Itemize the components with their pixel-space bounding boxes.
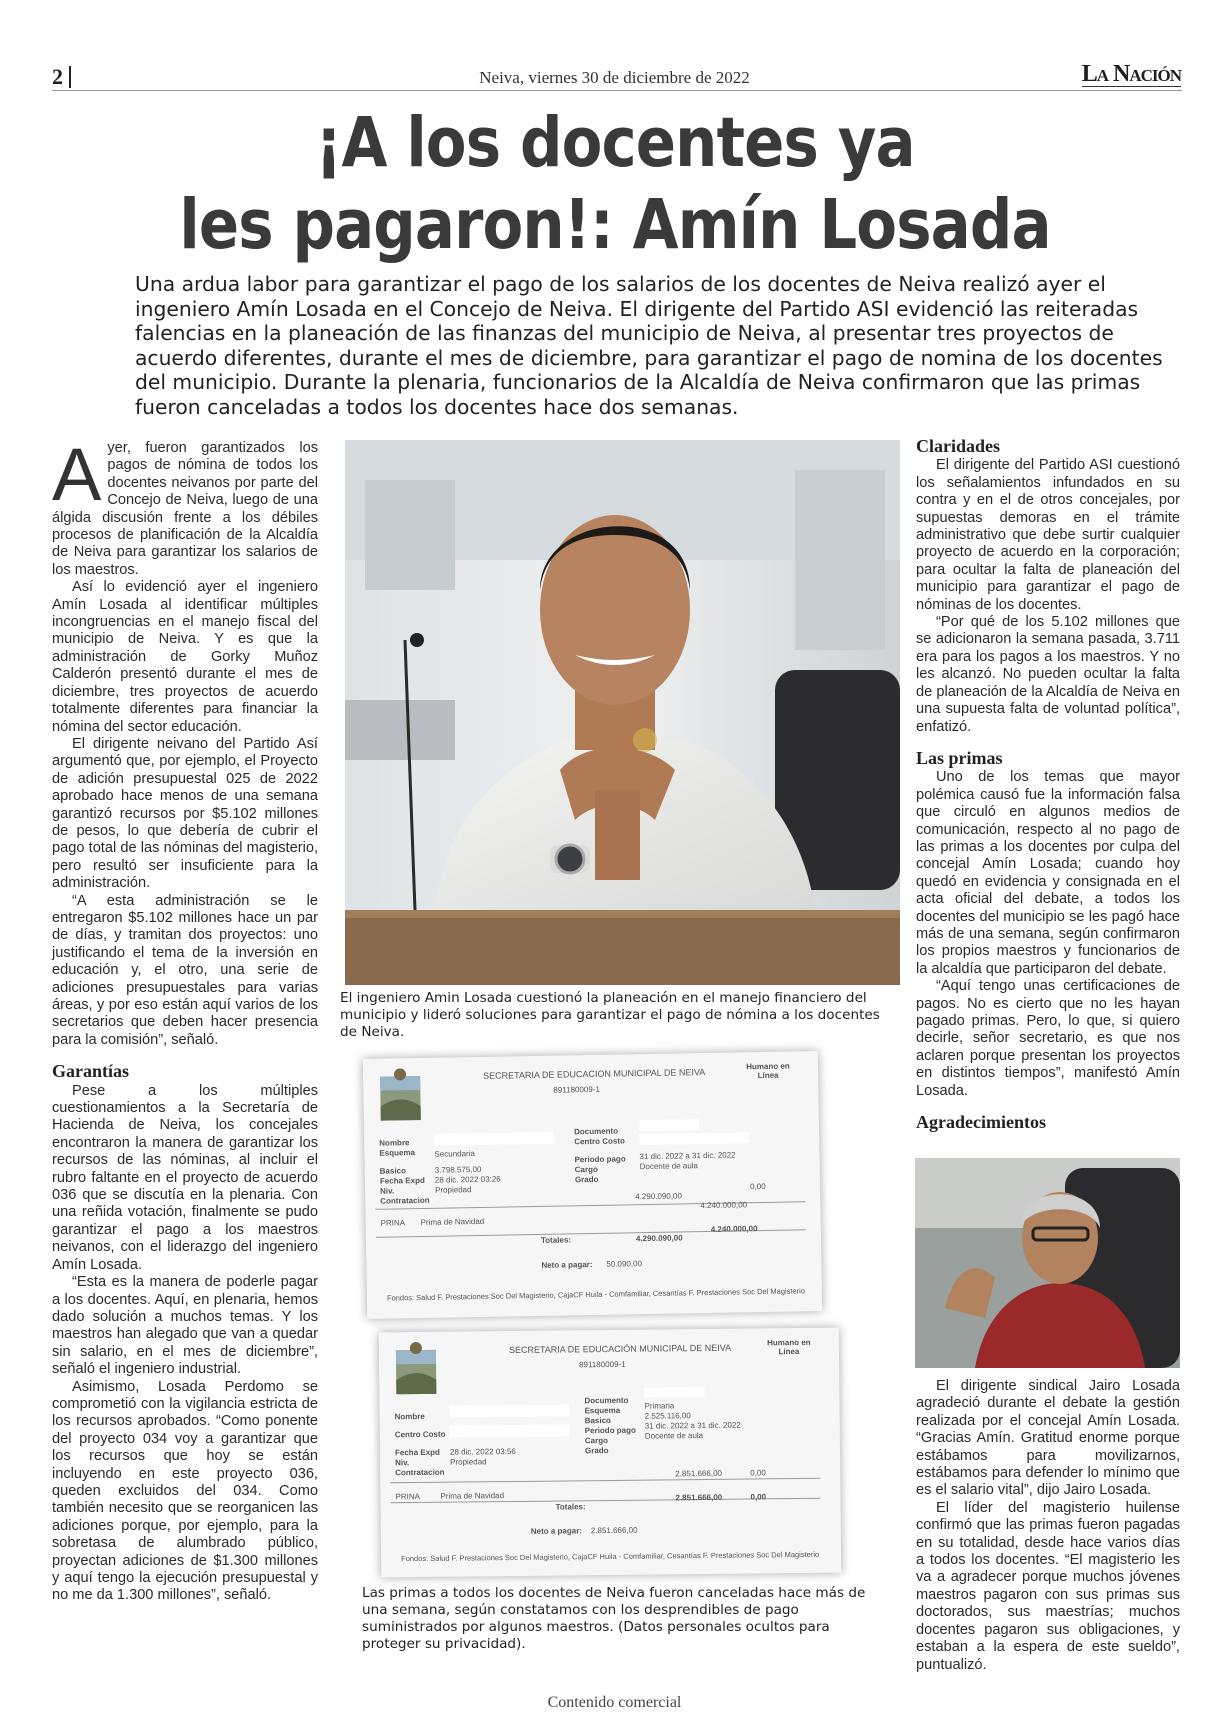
paragraph-4: “A esta administración se le entregaron $5.102 millones hace un par de días, y tramitan dos proyectos: uno justificando el tema de la inversión en educación y, el otro, una serie de adiciones presupuestales para varias áreas, y por eso están aquí varios de los secretarios que deben hacer presencia para la comisión”, señaló. (52, 892, 318, 1048)
subheading-garantias: Garantías (52, 1061, 130, 1082)
crest-icon (377, 1068, 424, 1125)
headline-line-2: les pagaron!: Amín Losada (179, 185, 1051, 265)
subheading-las-primas: Las primas (916, 747, 1003, 768)
footer-label: Contenido comercial (547, 1694, 682, 1711)
lead-paragraph: Una ardua labor para garantizar el pago de los salarios de los docentes de Neiva realizó ayer el ingeniero Amín Losada en el Concejo de Neiva. El dirigente del Partido ASI evidenció las reiteradas falencias en la planeación de las finanzas del municipio de Neiva, al presentar tres proyectos de acuerdo diferentes, durante el mes de diciembre, para garantizar el pago de nomina de los docentes del municipio. Durante la plenaria, funcionarios de la Alcaldía de Neiva confirmaron que las primas fueron canceladas a todos los docentes hace dos semanas. (135, 272, 1163, 419)
article-column-left (52, 433, 318, 1605)
paragraph-c5: El dirigente sindical Jairo Losada agradeció durante el debate la gestión realizada por el concejal Amín Losada. “Gracias Amín. Gratitud enorme porque estábamos para movilizarnos, estábamos para defender lo mínimo que es el salario vital”, dijo Jairo Losada. (916, 1378, 1180, 1499)
payslip-document-2: SECRETARIA DE EDUCACIÓN MUNICIPAL DE NEIVA 891180009-1 Humano en Línea Nombre Centro Costo Fecha Expd Niv. Contratacion 28 dic. 2022 03:56 Propiedad Documento Esquema Basico Periodo pago Cargo Grado Primaria 2.525.116,00 31 dic. 2022 a 31 dic. 2022 Docente de aula 2.851.666,00 0,00 PRINA Prima de Navidad Totales: 2.851.666,00 0,00 Neto a pagar: 2.851.666,00 Fondos: Salud F. Prestaciones Soc Del Magisterio, CajaCF Huila - Comfamiliar, Cesantías F. Prestaciones Soc Del Magisterio (379, 1328, 842, 1578)
crest-icon (393, 1342, 440, 1398)
page-number: 2 (52, 66, 71, 88)
masthead-logo: La Nación (1081, 61, 1181, 87)
drop-cap: A (52, 433, 102, 516)
paragraph-7: Asimismo, Losada Perdomo se comprometió con la vigilancia estricta de los recursos aprobados. “Como ponente del proyecto 034 voy a garantizar que los recursos que hoy se están incluyendo en este proyecto 036, queden excluidos del 034. Como también necesito que se reorganicen las adiciones porque, por ejemplo, para la sobretasa de alumbrado público, proyectan adiciones de $1.300 millones y aquí tengo la ejecución presupuestal y no me da 1.300 millones”, señaló. (52, 1378, 318, 1604)
headline (138, 102, 1093, 266)
paragraph-5: Pese a los múltiples cuestionamientos a la Secretaría de Hacienda de Neiva, los concejales encontraron la manera de garantizar los recursos de las nóminas, al incluir el rubro faltante en el proyecto de acuerdo 036 que se discutía en la plenaria. Con una reñida votación, finalmente se pudo garantizar el pago a los maestros neivanos, con el liderazgo del ingeniero Amín Losada. (52, 1082, 318, 1273)
paragraph-c2: “Por qué de los 5.102 millones que se adicionaron la semana pasada, 3.711 era para los pagos a los maestros. Y no les alcanzó. No pueden ocultar la falta de planeación de la Alcaldía de Neiva en una supuesta falta de voluntad política”, enfatizó. (916, 614, 1180, 735)
dateline: Neiva, viernes 30 de diciembre de 2022 (479, 68, 750, 87)
photo-jairo-losada (915, 1158, 1180, 1368)
paragraph-1: Ayer, fueron garantizados los pagos de nómina de todos los docentes neivanos por parte del Concejo de Neiva, luego de una álgida discusión frente a los débiles procesos de planificación de la Alcaldía de Neiva para garantizar los salarios de los maestros. (52, 433, 318, 578)
paragraph-c3: Uno de los temas que mayor polémica causó fue la información falsa que circuló en algunos medios de comunicación, respecto al no pago de las primas a los docentes por culpa del concejal Amín Losada; cuando hoy quedó en evidencia y consignada en el acta oficial del debate, a todos los docentes del municipio se les pagó hace más de una semana, según confirmaron los propios maestros y funcionarios de la alcaldía que participaron del debate. (916, 769, 1180, 977)
paragraph-c1: El dirigente del Partido ASI cuestionó los señalamientos infundados en su contra y en el de otros concejales, por supuestas demoras en el trámite administrativo que debe surtir cualquier proyecto de acuerdo en la corporación; para ocultar la falta de planeación del municipio para garantizar el pago de nóminas de los docentes. (916, 457, 1180, 613)
paragraph-6: “Esta es la manera de poderle pagar a los docentes. Aquí, en plenaria, hemos dado solución a muchos temas. Y los maestros han alegado que van a quedar sin salario, en el mes de diciembre”, señaló el ingeniero industrial. (52, 1274, 318, 1378)
paragraph-2: Así lo evidenció ayer el ingeniero Amín Losada al identificar múltiples incongruencias en el manejo fiscal del municipio de Neiva. Y es que la administración de Gorky Muñoz Calderón presentó durante el mes de diciembre, tres proyectos de acuerdo totalmente diferentes para financiar la nómina del sector educación. (52, 579, 318, 735)
header-rule (52, 90, 1182, 91)
main-photo-amin-losada (345, 440, 900, 985)
article-column-right (916, 438, 1180, 1133)
payslip-document-1: SECRETARIA DE EDUCACION MUNICIPAL DE NEIVA 891180009-1 Humano en Línea Nombre Esquema Basico Fecha Expd Niv. Contratacion Secundaria 3.798.575,00 28 dic. 2022 03:26 Propiedad Documento Centro Costo Periodo pago Cargo Grado 31 dic. 2022 a 31 dic. 2022 Docente de aula 4.290.090,00 0,00 4.240.000,00 PRINA Prima de Navidad Totales: 4.290.090,00 4.240.000,00 Neto a pagar: 50.090,00 Fondos: Salud F. Prestaciones Soc Del Magisterio, CajaCF Huila - Comfamiliar, Cesantías F. Prestaciones Soc Del Magisterio (363, 1051, 822, 1319)
subheading-claridades: Claridades (916, 436, 1001, 456)
subheading-agradecimientos: Agradecimientos (916, 1112, 1046, 1133)
headline-line-1: ¡A los docentes ya (315, 103, 915, 183)
paragraph-c4: “Aquí tengo unas certificaciones de pagos. No es cierto que no les hayan pagado primas. Pero, lo que, si quiero decirle, señor secretario, es que nos aclaren porque presentan los proyectos en distintos tiempos”, manifestó Amín Losada. (916, 978, 1180, 1099)
paragraph-c6: El líder del magisterio huilense confirmó que las primas fueron pagadas en su totalidad, desde hace varios días a todos los docentes. “El magisterio les va a agradecer porque muchos jóvenes maestros pagaron con sus primas sus doctorados, sus maestrías; muchos docentes pagaron sus obligaciones, y estaban a la espera de este sueldo”, puntualizó. (916, 1499, 1180, 1673)
article-column-right-bottom (916, 1378, 1180, 1674)
photo-caption: El ingeniero Amin Losada cuestionó la planeación en el manejo financiero del municipio y lideró soluciones para garantizar el pago de nómina a los docentes de Neiva. (340, 990, 880, 1040)
paragraph-3: El dirigente neivano del Partido Así argumentó que, por ejemplo, el Proyecto de adición presupuestal 025 de 2022 aprobado hace menos de una semana garantizó recursos por $5.102 millones de pesos, lo que debería de cubrir el pago total de las nóminas del magisterio, pero resultó ser insuficiente para la administración. (52, 735, 318, 892)
payslip-caption: Las primas a todos los docentes de Neiva fueron canceladas hace más de una semana, según constatamos con los desprendibles de pago suministrados por algunos maestros. (Datos personales ocultos para proteger su privacidad). (362, 1585, 866, 1652)
